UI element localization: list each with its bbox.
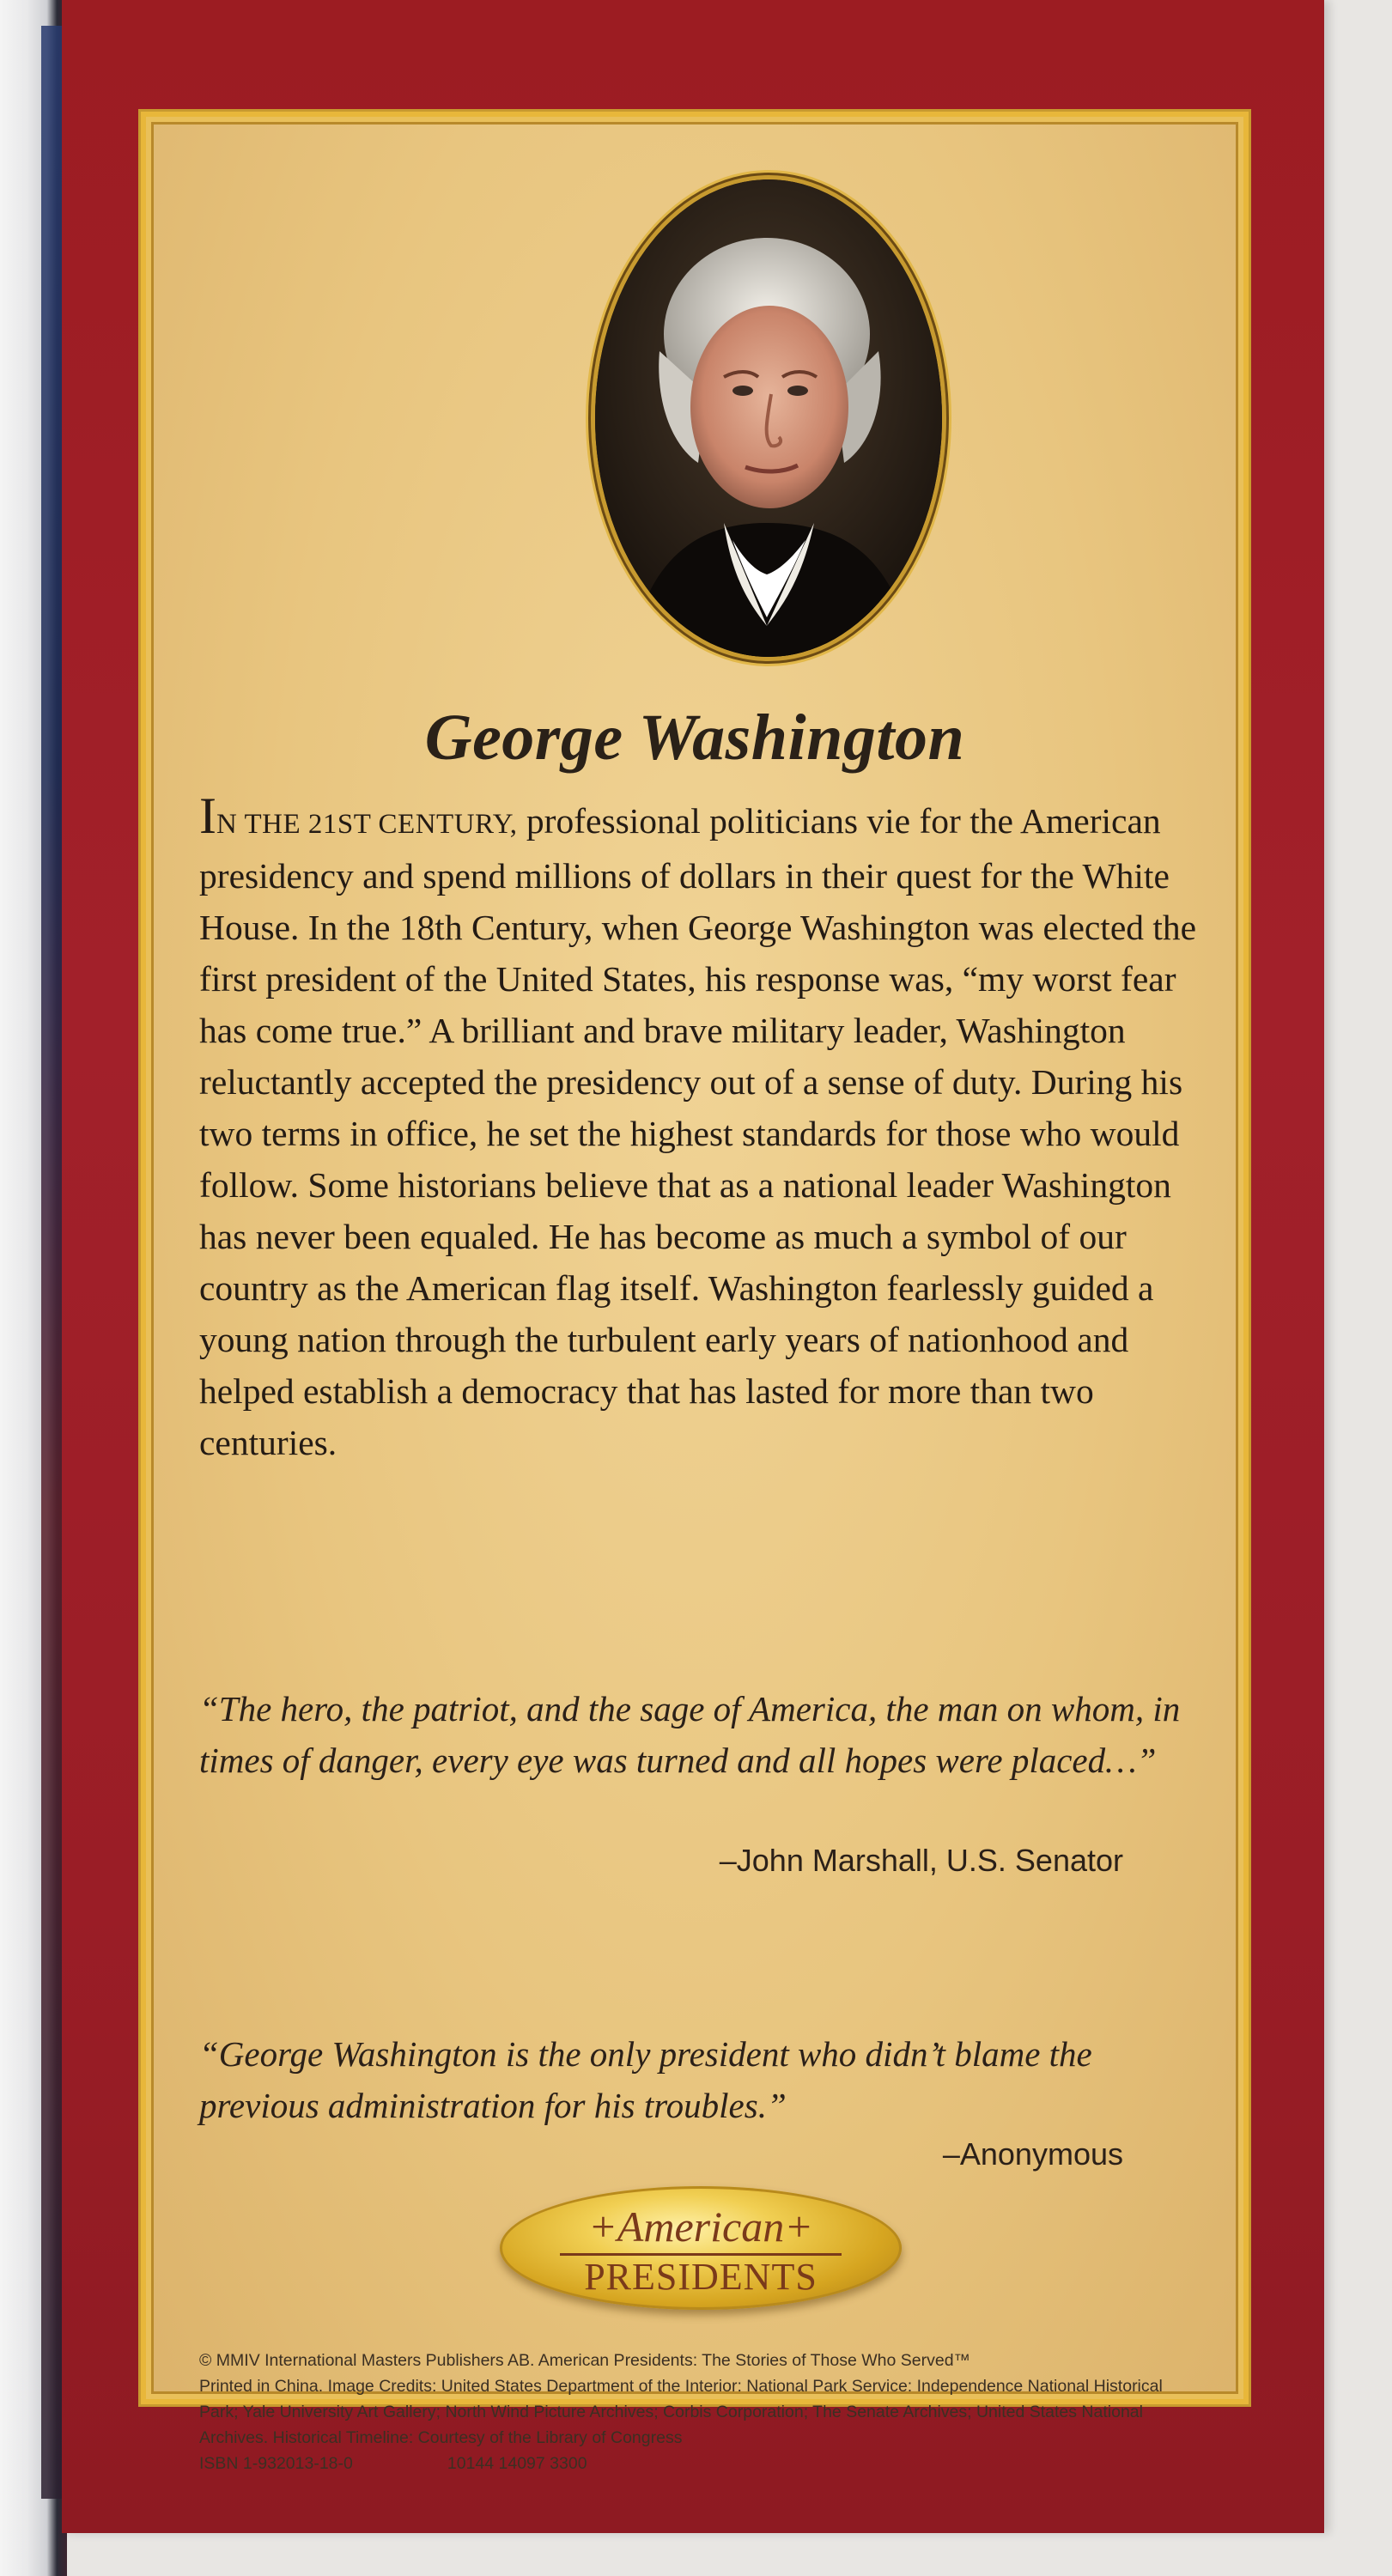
logo-american-text: +American+: [588, 2202, 813, 2251]
smallcaps-lead: N THE 21ST CENTURY,: [216, 809, 518, 840]
copyright-line: © MMIV International Masters Publishers AB. American Presidents: The Stories of Those Who Served™: [199, 2351, 971, 2370]
portrait-oval: [591, 175, 946, 661]
barcode-number: 10144 14097 3300: [447, 2454, 587, 2473]
content-panel: [141, 112, 1249, 2473]
quote-marshall: “The hero, the patriot, and the sage of America, the man on whom, in times of danger, every eye was turned and all hopes were placed…”: [199, 1689, 1181, 1780]
image-credits: Printed in China. Image Credits: United States Department of the Interior: National Park Service: Independence National Historical Park; Yale University Art Gallery; North Wind Picture Archives; Corbis Corporation; The Senate Archives; United States National Archives. Historical Timeline: Courtesy of the Library of Congress: [199, 2377, 1163, 2447]
isbn: ISBN 1-932013-18-0: [199, 2454, 353, 2473]
isbn-line: [199, 2451, 1195, 2476]
portrait-washington-image: [595, 179, 942, 657]
quote-marshall-attribution: –John Marshall, U.S. Senator: [719, 1843, 1123, 1878]
legal-fineprint: [199, 2348, 1195, 2476]
back-cover: [62, 0, 1324, 2533]
spine-edge-stripe: [41, 26, 64, 2499]
quote-anonymous: “George Washington is the only president who didn’t blame the previous administration for his troubles.”: [199, 2034, 1092, 2125]
biography-text: professional politicians vie for the American presidency and spend millions of dollars in their quest for the White House. In the 18th Century, when George Washington was elected the first president of the United States, his response was, “my worst fear has come true.” A brilliant and brave military leader, Washington reluctantly accepted the presidency out of a sense of duty. During his two terms in office, he set the highest standards for those who would follow. Some historians believe that as a national leader Washington has never been equaled. He has become as much a symbol of our country as the American flag itself. Washington fearlessly guided a young nation through the turbulent early years of nationhood and helped establish a democracy that has lasted for more than two centuries.: [199, 801, 1197, 1462]
american-presidents-logo: [500, 2186, 902, 2310]
drop-cap: I: [199, 787, 216, 844]
quote-anonymous-attribution: –Anonymous: [942, 2136, 1123, 2172]
page-title: George Washington: [424, 702, 965, 774]
biography-paragraph: [199, 787, 1213, 1468]
logo-presidents-text: PRESIDENTS: [584, 2256, 818, 2298]
